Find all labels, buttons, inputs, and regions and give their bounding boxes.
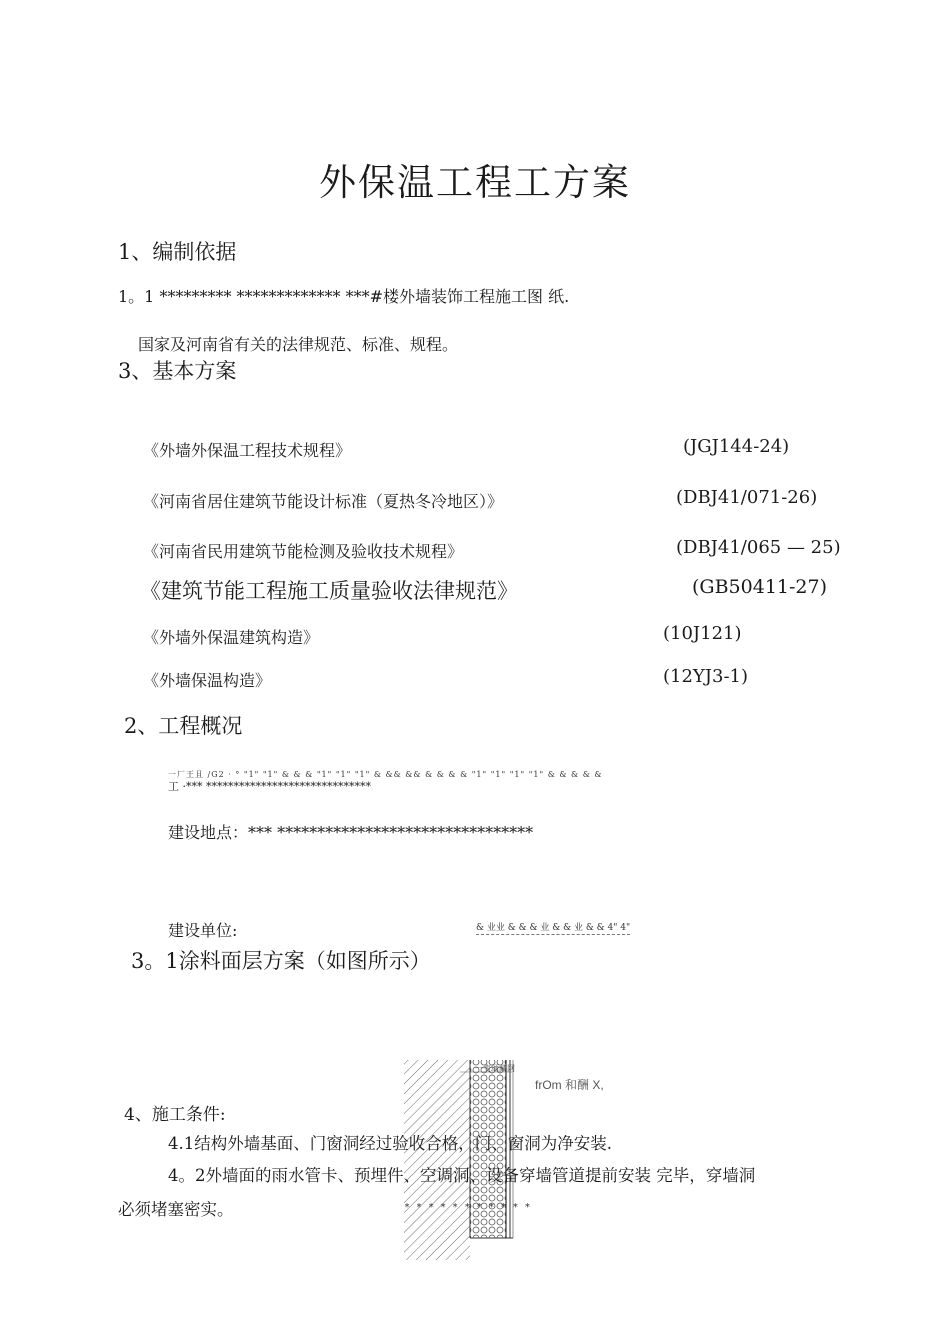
reference-code: (10J121) <box>663 623 742 644</box>
construction-unit-value: & 业业 & & & 业 & & 业 & & 4" 4" <box>476 920 630 935</box>
reference-name: 《河南省民用建筑节能检测及验收技术规程》 <box>143 542 464 561</box>
section-4-heading: 4、施工条件: <box>124 1105 226 1125</box>
garbled-text-line: 一厂王且 /G2 · ° "1" "1" & & & "1" "1" "1" & && && & & & & "1" "1" "1" "1" & & & & & <box>168 770 603 779</box>
reference-code: (JGJ144-24) <box>683 436 790 457</box>
reference-code: (GB50411-27) <box>692 576 828 598</box>
page-title: 外保温工程工方案 <box>319 161 631 204</box>
garbled-text-line: 工 ·*** ****************************** <box>168 781 371 791</box>
reference-name: 《外墙保温构造》 <box>143 671 272 690</box>
section-3-heading: 3、基本方案 <box>118 359 237 383</box>
law-basis-text: 国家及河南省有关的法律规范、标准、规程。 <box>138 335 459 354</box>
reference-name: 《河南省居住建筑节能设计标准（夏热冬冷地区）》 <box>143 492 504 511</box>
section-3-1-heading: 3。1涂料面层方案（如图所示） <box>131 949 431 973</box>
reference-code: (12YJ3-1) <box>663 666 749 687</box>
insulation-layer-diagram <box>400 1058 525 1260</box>
reference-code: (DBJ41/065 — 25) <box>676 537 841 558</box>
reference-name: 《外墙外保温建筑构造》 <box>143 628 320 647</box>
figure-bottom-label: * * * * * * * * * * * <box>404 1202 531 1213</box>
reference-code: (DBJ41/071-26) <box>676 487 818 508</box>
condition-4-2-line2: 必须堵塞密实。 <box>118 1200 234 1219</box>
condition-4-1: 4.1结构外墙基面、门窗洞经过验收合格，门、窗洞为净安装. <box>168 1134 612 1153</box>
construction-location: 建设地点：*** ******************************** <box>168 823 534 842</box>
figure-top-label: 一变颂藏网 <box>475 1064 515 1073</box>
section-1-heading: 1、编制依据 <box>118 240 237 264</box>
reference-name: 《外墙外保温工程技术规程》 <box>143 441 352 460</box>
condition-4-2-line1: 4。2外墙面的雨水管卡、预埋件、空调洞、设备穿墙管道提前安装 完毕，穿墙洞 <box>168 1166 756 1185</box>
section-1-1-text: 1。1 ********* ************* ***#楼外墙装饰工程施工图 纸. <box>118 287 570 306</box>
figure-caption: frOm 和酬 X, <box>535 1078 604 1092</box>
construction-unit-label: 建设单位: <box>168 921 238 940</box>
reference-name: 《建筑节能工程施工质量验收法律规范》 <box>140 579 518 603</box>
section-2-heading: 2、工程概况 <box>124 714 243 738</box>
